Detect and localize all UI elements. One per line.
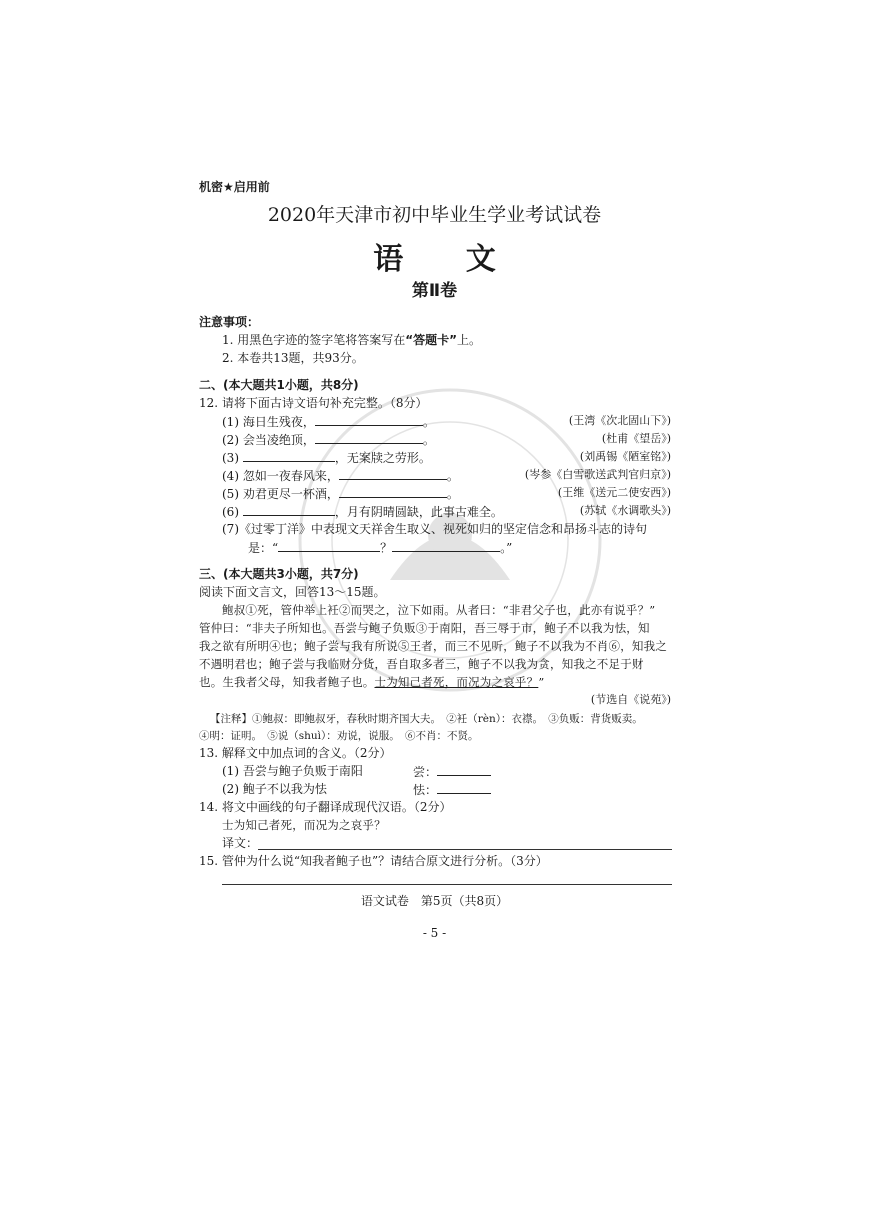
section2-heading: 二、(本大题共1小题，共8分) — [199, 378, 359, 392]
notice-item-1-suffix: 上。 — [457, 333, 482, 347]
q12-line-text: 海日生残夜， — [242, 415, 315, 429]
answer-blank[interactable] — [437, 781, 491, 794]
q12-line-after: 。 — [422, 433, 435, 447]
passage-line: 不遇明君也；鲍子尝与我临财分货，吾自取多者三，鲍子不以我为贪，知我之不足于财 — [199, 657, 644, 671]
q12-source-4: (岑参《白雪歌送武判官归京》) — [524, 468, 671, 481]
q14-label: 译文： — [222, 836, 259, 850]
q12-line-num: (5) — [222, 487, 239, 501]
passage-line-last — [199, 674, 544, 690]
confidential-label: 机密★启用前 — [199, 180, 270, 194]
answer-blank[interactable] — [437, 763, 491, 776]
notice-item-1-text: 1. 用黑色字迹的签字笔将答案写在 — [222, 333, 406, 347]
q12-line-2 — [222, 431, 435, 448]
answer-blank[interactable] — [315, 413, 423, 426]
q12-line-num: (3) — [222, 451, 239, 465]
q12-line-text: 劝君更尽一杯酒， — [242, 487, 339, 501]
question-14: 14. 将文中画线的句子翻译成现代汉语。（2分） — [199, 800, 452, 814]
q12-line-after: ，月有阴晴圆缺，此事古难全。 — [334, 505, 503, 519]
notice-heading: 注意事项： — [199, 315, 260, 329]
page-number: - 5 - — [422, 926, 447, 940]
q13-item-2-answer — [413, 781, 491, 798]
q12-line-7-mid: ？ — [380, 541, 393, 555]
question-12: 12. 请将下面古诗文语句补充完整。（8分） — [199, 396, 428, 410]
q12-source-6: (苏轼《水调歌头》) — [579, 504, 671, 517]
q12-line-7-suffix: 。” — [500, 541, 513, 555]
q12-line-after: ，无案牍之劳形。 — [334, 451, 431, 465]
volume-title: 第Ⅱ卷 — [411, 281, 458, 301]
passage-underlined-sentence: 士为知己者死，而况为之哀乎？ — [374, 675, 539, 689]
answer-blank[interactable] — [243, 503, 335, 516]
question-13: 13. 解释文中加点词的含义。（2分） — [199, 746, 392, 760]
notice-item-2: 2. 本卷共13题，共93分。 — [222, 351, 364, 365]
annotation-line-2: ④明：证明。 ⑤说（shuì）：劝说，说服。 ⑥不肖：不贤。 — [199, 730, 479, 742]
passage-line: 鲍叔①死，管仲举上衽②而哭之，泣下如雨。从者曰：“非君父子也，此亦有说乎？” — [222, 603, 656, 617]
passage-source: (节选自《说苑》) — [590, 693, 671, 706]
q13-item-1: (1) 吾尝与鲍子负贩于南阳 — [222, 764, 363, 778]
answer-blank[interactable] — [278, 539, 380, 552]
q12-line-7: (7)《过零丁洋》中表现文天祥舍生取义、视死如归的坚定信念和昂扬斗志的诗句 — [222, 522, 648, 536]
answer-blank[interactable] — [243, 449, 335, 462]
q12-line-text: 忽如一夜春风来， — [242, 469, 339, 483]
q12-line-num: (2) — [222, 433, 239, 447]
answer-blank[interactable] — [392, 539, 500, 552]
notice-item-1 — [222, 332, 481, 348]
q12-line-5 — [222, 485, 459, 502]
q12-line-3 — [222, 449, 431, 466]
q12-line-after: 。 — [446, 487, 459, 501]
answer-blank[interactable] — [339, 485, 447, 498]
notice-item-1-bold: “答题卡” — [405, 333, 458, 347]
q12-source-5: (王维《送元二使安西》) — [557, 486, 671, 499]
q12-line-7-prefix: 是：“ — [248, 541, 279, 555]
question-15: 15. 管仲为什么说“知我者鲍子也”？请结合原文进行分析。（3分） — [199, 854, 548, 868]
q12-line-after: 。 — [446, 469, 459, 483]
q15-answer-line[interactable] — [222, 884, 672, 885]
answer-blank[interactable] — [339, 467, 447, 480]
q12-line-num: (1) — [222, 415, 239, 429]
q12-line-after: 。 — [422, 415, 435, 429]
reading-intro: 阅读下面文言文，回答13～15题。 — [199, 585, 386, 599]
passage-text: 也。生我者父母，知我者鲍子也。 — [199, 675, 375, 689]
passage-line: 管仲曰：“非夫子所知也。吾尝与鲍子负贩③于南阳，吾三辱于市，鲍子不以我为怯，知 — [199, 621, 650, 635]
q14-answer-line[interactable] — [258, 849, 672, 850]
q13-word: 尝： — [413, 765, 438, 779]
q12-line-4 — [222, 467, 459, 484]
subject-title: 语 文 — [373, 242, 522, 277]
annotation-line-1: 【注释】①鲍叔：即鲍叔牙，春秋时期齐国大夫。 ②衽（rèn）：衣襟。 ③负贩：背货贩卖。 — [210, 713, 643, 725]
q12-source-3: (刘禹锡《陋室铭》) — [579, 450, 671, 463]
q14-sentence: 士为知己者死，而况为之哀乎？ — [222, 818, 386, 832]
q12-line-6 — [222, 503, 503, 520]
q12-source-2: (杜甫《望岳》) — [601, 432, 671, 445]
answer-blank[interactable] — [315, 431, 423, 444]
q13-item-2: (2) 鲍子不以我为怯 — [222, 782, 327, 796]
q13-item-1-answer — [413, 763, 491, 780]
passage-line: 我之欲有所明④也；鲍子尝与我有所说⑤王者，而三不见听，鲍子不以我为不肖⑥，知我之 — [199, 639, 667, 653]
q13-word: 怯： — [413, 783, 438, 797]
exam-title: 2020年天津市初中毕业生学业考试试卷 — [267, 204, 602, 226]
passage-end-quote: ” — [538, 675, 545, 689]
q12-line-num: (6) — [222, 505, 239, 519]
page-footer: 语文试卷 第5页（共8页） — [360, 894, 509, 908]
q12-line-7-answer — [248, 539, 512, 556]
q12-line-1 — [222, 413, 435, 430]
q12-line-text: 会当凌绝顶， — [242, 433, 315, 447]
section3-heading: 三、(本大题共3小题，共7分) — [199, 567, 359, 581]
q12-line-num: (4) — [222, 469, 239, 483]
q12-source-1: (王湾《次北固山下》) — [568, 414, 671, 427]
